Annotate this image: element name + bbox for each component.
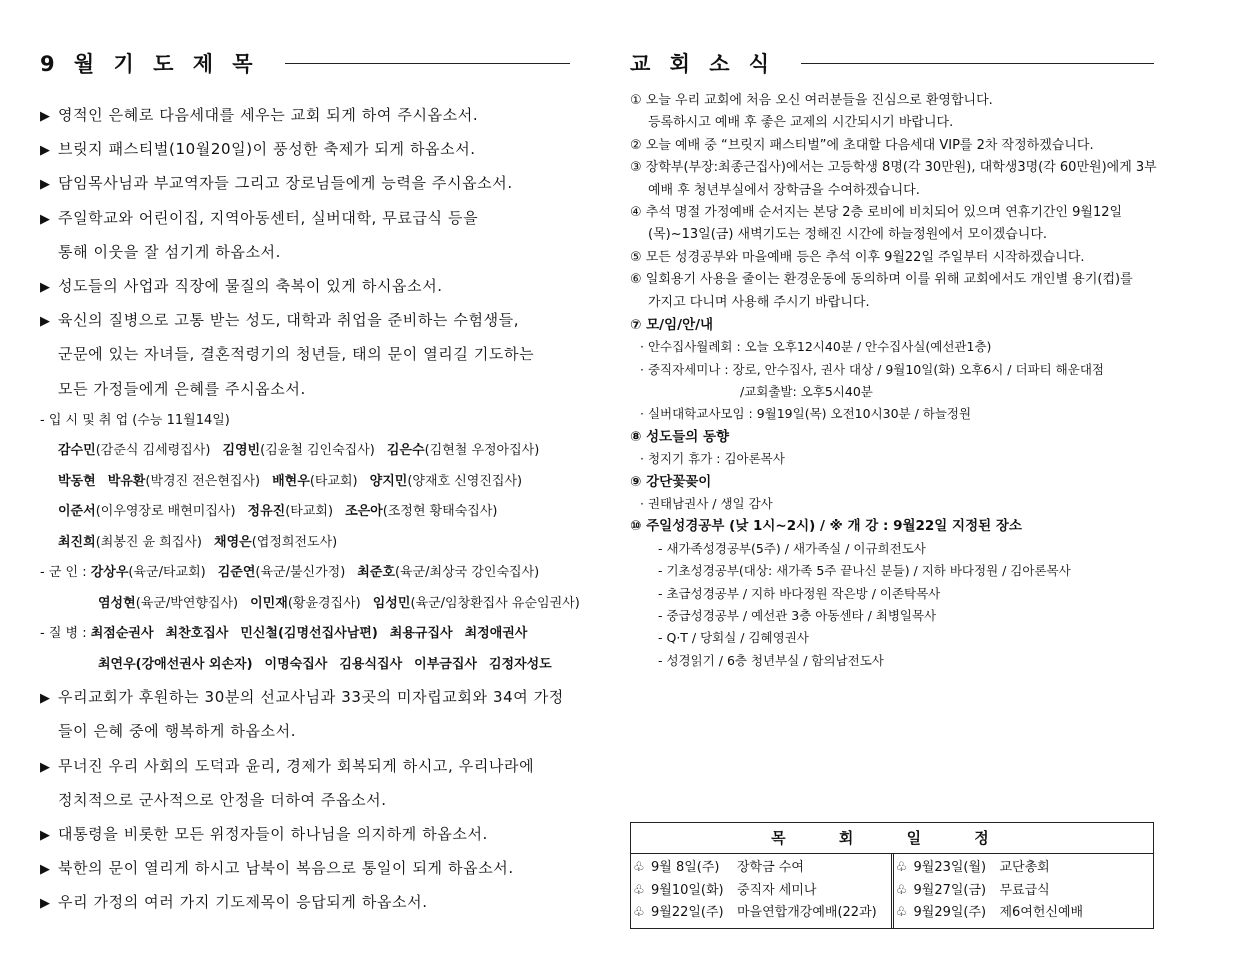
schedule-row: [633, 880, 891, 903]
prayer-title: 9 월 기 도 제 목: [40, 52, 259, 76]
schedule-date: 9월 8일(주): [651, 860, 720, 875]
triangle-bullet-icon: ▶: [40, 109, 51, 124]
prayer-item: ▶ 영적인 은혜로 다음세대를 세우는 교회 되게 하여 주시옵소서.: [40, 98, 600, 132]
prayer-item: ▶ 우리교회가 후원하는 30분의 선교사님과 33곳의 미자립교회와 34여 가정: [40, 680, 600, 714]
sick-person-name: 김정자성도: [488, 656, 552, 672]
sick-person-name: 이부금집사: [414, 656, 477, 672]
person-entry: [218, 565, 346, 580]
prayer-item: ▶ 주일학교와 어린이집, 지역아동센터, 실버대학, 무료급식 등을: [40, 201, 600, 235]
schedule-date: 9월27일(금): [913, 882, 987, 898]
person-relation: (감준식 김세령집사): [95, 443, 211, 459]
news-item: ① 오늘 우리 교회에 처음 오신 여러분들을 진심으로 환영합니다.: [630, 93, 993, 108]
person-entry: [373, 596, 580, 611]
sick-label: - 질 병 :: [40, 626, 91, 642]
person-entry: [91, 565, 206, 580]
prayer-item: ▶ 무너진 우리 사회의 도덕과 윤리, 경제가 회복되게 하시고, 우리나라에: [40, 749, 600, 783]
news-item-flowers: ⑨ 강단꽃꽂이: [630, 473, 712, 490]
prayer-item-continued: 모든 가정들에게 은혜를 주시옵소서.: [58, 379, 306, 398]
heading-rule: [285, 63, 570, 64]
news-subitem: - 중급성경공부 / 예선관 3층 아동센타 / 최병일목사: [658, 607, 937, 623]
prayer-item: ▶ 육신의 질병으로 고통 받는 성도, 대학과 취업을 준비하는 수험생들,: [40, 303, 600, 337]
sick-person-name: 최정애권사: [464, 626, 528, 642]
person-relation: (박경진 전은현집사): [145, 473, 261, 489]
person-name: 정유진: [247, 504, 286, 520]
prayer-item: ▶ 우리 가정의 여러 가지 기도제목이 응답되게 하옵소서.: [40, 885, 600, 919]
news-list: [630, 90, 1170, 672]
person-name: 감수민: [58, 443, 96, 459]
news-item-bible-study: ⑩ 주일성경공부 (낮 1시~2시) / ※ 개 강 : 9월22일 지정된 장소: [630, 518, 1022, 535]
person-name: 채영은: [214, 534, 252, 550]
schedule-title: 목 회 일 정: [631, 823, 1153, 854]
person-entry: [58, 443, 210, 458]
news-heading-row: [630, 48, 1154, 78]
prayer-item-continued: 통해 이웃을 잘 섬기게 하옵소서.: [58, 242, 282, 261]
schedule-event: 마을연합개강예배(22과): [737, 905, 877, 920]
person-entry: [250, 596, 361, 611]
person-name: 박동현: [58, 473, 96, 489]
person-entry: [222, 443, 374, 458]
schedule-date: 9월29일(주): [913, 905, 987, 920]
person-name: 양지민: [369, 473, 408, 489]
news-subitem: - 기초성경공부(대상: 새가족 5주 끝나신 분들) / 지하 바다정원 / 김아론목사: [658, 563, 1071, 579]
person-name: 임성민: [372, 595, 411, 611]
person-relation: (육군/타교회): [128, 565, 206, 581]
person-name: 김준연: [217, 565, 256, 581]
person-relation: (김윤철 김인숙집사): [260, 443, 375, 459]
person-relation: (육군/최상국 강인숙집사): [394, 565, 540, 581]
person-name: 최준호: [357, 565, 395, 581]
person-relation: (양재호 신영진집사): [407, 473, 523, 489]
prayer-item: ▶ 북한의 문이 열리게 하시고 남북이 복음으로 통일이 되게 하옵소서.: [40, 851, 600, 885]
clover-icon: ♧: [633, 905, 645, 920]
exam-label: - 입 시 및 취 업 (수능 11월14일): [40, 412, 230, 428]
prayer-item: ▶ 담임목사님과 부교역자들 그리고 장로님들에게 능력을 주시옵소서.: [40, 166, 600, 200]
news-subitem: - 초급성경공부 / 지하 바다정원 작은방 / 이존탁목사: [658, 585, 941, 601]
sick-row: [40, 650, 600, 681]
person-relation: (엽정희전도사): [251, 534, 338, 550]
person-entry: [108, 474, 260, 489]
sick-person-name: 최점순권사: [90, 626, 154, 642]
schedule-column-left: [631, 854, 891, 929]
schedule-date: 9월10일(화): [651, 882, 724, 898]
schedule-column-right: [891, 854, 1154, 929]
person-entry: [58, 535, 202, 550]
news-item: ⑤ 모든 성경공부와 마을예배 등은 추석 이후 9월22일 주일부터 시작하겠습니다.: [630, 249, 1085, 265]
news-subitem: · 권태남권사 / 생일 감사: [640, 496, 773, 512]
triangle-bullet-icon: ▶: [40, 827, 51, 843]
schedule-date: 9월22일(주): [651, 905, 724, 920]
army-row: [40, 589, 600, 620]
news-item-continued: (목)~13일(금) 새벽기도는 정해진 시간에 하늘정원에서 모이겠습니다.: [648, 227, 1048, 243]
schedule-event: 무료급식: [999, 882, 1050, 898]
clover-icon: ♧: [633, 882, 645, 898]
sick-person-name: 최연우(강애선권사 외손자): [98, 656, 253, 672]
exam-names-row: [40, 436, 600, 467]
person-name: 배현우: [272, 473, 310, 489]
schedule-event: 교단총회: [999, 860, 1050, 875]
news-subitem: · 안수집사월례회 : 오늘 오후12시40분 / 안수집사실(예선관1층): [640, 339, 992, 355]
news-subitem: - 성경읽기 / 6층 청년부실 / 함의남전도사: [658, 652, 884, 668]
person-entry: [98, 596, 238, 611]
triangle-bullet-icon: ▶: [40, 691, 51, 707]
news-item: ⑥ 일회용기 사용을 줄이는 환경운동에 동의하며 이를 위해 교회에서도 개인별 용기(컵)를: [630, 272, 1133, 288]
sick-person-name: 민신철(김명선집사남편): [240, 626, 378, 642]
prayer-list: [40, 98, 600, 920]
person-name: 박유환: [107, 473, 146, 489]
clover-icon: ♧: [895, 905, 908, 920]
news-subitem-continued: /교회출발: 오후5시40분: [740, 384, 873, 400]
person-relation: (육군/임창환집사 유순임권사): [410, 595, 580, 611]
news-item: ④ 추석 명절 가정예배 순서지는 본당 2층 로비에 비치되어 있으며 연휴기간인 9월12일: [630, 204, 1123, 220]
schedule-row: [633, 857, 891, 880]
exam-names-row: [40, 467, 600, 498]
person-entry: [58, 474, 96, 489]
person-relation: (조정현 황태숙집사): [382, 504, 498, 520]
person-relation: (최봉진 윤 희집사): [95, 534, 203, 550]
schedule-date: 9월23일(월): [913, 860, 987, 875]
person-entry: [387, 443, 539, 458]
person-name: 최진희: [58, 534, 96, 550]
news-item-meetings: ⑦ 모/임/안/내: [630, 316, 714, 333]
sick-person-name: 김용식집사: [339, 656, 403, 672]
triangle-bullet-icon: ▶: [40, 759, 51, 775]
news-item: ③ 장학부(부장:최종근집사)에서는 고등학생 8명(각 30만원), 대학생3명(각 60만원)에게 3부: [630, 160, 1157, 176]
sick-person-name: 최용규집사: [389, 626, 453, 642]
exam-names-row: [40, 528, 600, 559]
prayer-item: ▶ 대통령을 비롯한 모든 위정자들이 하나님을 의지하게 하옵소서.: [40, 817, 600, 851]
person-name: 김영빈: [222, 443, 261, 459]
schedule-row: [896, 880, 1154, 903]
schedule-row: [896, 902, 1154, 925]
person-relation: (황윤경집사): [287, 595, 361, 611]
news-title: 교 회 소 식: [630, 52, 776, 76]
news-item-continued: 예배 후 청년부실에서 장학금을 수여하겠습니다.: [648, 182, 920, 198]
news-subitem: - 새가족성경공부(5주) / 새가족실 / 이규희전도사: [658, 540, 926, 556]
person-relation: (육군/박연향집사): [135, 595, 239, 611]
person-name: 김은수: [386, 443, 425, 459]
prayer-item-continued: 들이 은혜 중에 행복하게 하옵소서.: [58, 722, 297, 741]
person-entry: [357, 565, 539, 580]
prayer-item: ▶ 성도들의 사업과 직장에 물질의 축복이 있게 하시옵소서.: [40, 269, 600, 303]
person-relation: (김현철 우정아집사): [424, 443, 540, 459]
person-entry: [214, 535, 337, 550]
triangle-bullet-icon: ▶: [40, 862, 51, 878]
news-item: ② 오늘 예배 중 “브릿지 패스티벌”에 초대할 다음세대 VIP를 2차 작정하겠습니다.: [630, 137, 1094, 153]
triangle-bullet-icon: ▶: [40, 143, 51, 159]
schedule-body: [631, 854, 1153, 929]
person-entry: [248, 504, 334, 519]
schedule-row: [633, 902, 891, 925]
sick-person-name: 이명숙집사: [264, 656, 328, 672]
person-entry: [58, 504, 236, 519]
triangle-bullet-icon: ▶: [40, 279, 51, 295]
news-subitem: · 실버대학교사모임 : 9월19일(목) 오전10시30분 / 하늘정원: [640, 406, 972, 422]
person-relation: (타교회): [309, 473, 358, 489]
person-relation: (이우영장로 배현미집사): [95, 504, 236, 520]
pastoral-schedule-box: [630, 822, 1154, 929]
prayer-heading-row: [40, 48, 570, 78]
heading-rule: [801, 63, 1154, 64]
triangle-bullet-icon: ▶: [40, 211, 51, 227]
person-name: 이준서: [58, 504, 96, 520]
news-subitem: · 청지기 휴가 : 김아론목사: [640, 451, 785, 467]
triangle-bullet-icon: ▶: [40, 177, 51, 193]
news-item-continued: 등록하시고 예배 후 좋은 교제의 시간되시기 바랍니다.: [648, 115, 954, 131]
sick-row: [40, 619, 600, 650]
prayer-item: ▶ 브릿지 패스티벌(10월20일)이 풍성한 축제가 되게 하옵소서.: [40, 132, 600, 166]
person-entry: [370, 474, 522, 489]
army-row: [40, 558, 600, 589]
person-relation: (육군/불신가정): [255, 565, 346, 581]
sick-person-name: 최찬호집사: [165, 626, 229, 642]
schedule-row: [896, 857, 1154, 880]
person-entry: [272, 474, 358, 489]
news-item-continued: 가지고 다니며 사용해 주시기 바랍니다.: [648, 294, 870, 310]
clover-icon: ♧: [895, 882, 908, 898]
person-entry: [345, 504, 497, 519]
person-name: 이민재: [250, 595, 288, 611]
news-item-members: ⑧ 성도들의 동향: [630, 428, 730, 445]
person-name: 강상우: [90, 565, 129, 581]
prayer-item-continued: 군문에 있는 자녀들, 결혼적령기의 청년들, 태의 문이 열리길 기도하는: [58, 345, 535, 364]
news-subitem: - Q·T / 당회실 / 김혜영권사: [658, 630, 809, 646]
prayer-item-continued: 정치적으로 군사적으로 안정을 더하여 주옵소서.: [58, 790, 387, 809]
person-name: 조은아: [345, 504, 383, 520]
schedule-event: 장학금 수여: [737, 860, 804, 875]
schedule-event: 제6여헌신예배: [999, 905, 1084, 920]
schedule-event: 중직자 세미나: [737, 882, 817, 898]
person-relation: (타교회): [285, 504, 334, 520]
army-label: - 군 인 :: [40, 565, 91, 581]
clover-icon: ♧: [895, 860, 908, 875]
person-name: 염성현: [98, 595, 136, 611]
clover-icon: ♧: [633, 860, 645, 875]
triangle-bullet-icon: ▶: [40, 896, 51, 912]
news-subitem: · 중직자세미나 : 장로, 안수집사, 권사 대상 / 9월10일(화) 오후6시 / 더파티 해운대점: [640, 361, 1104, 377]
exam-names-row: [40, 497, 600, 528]
triangle-bullet-icon: ▶: [40, 314, 51, 330]
